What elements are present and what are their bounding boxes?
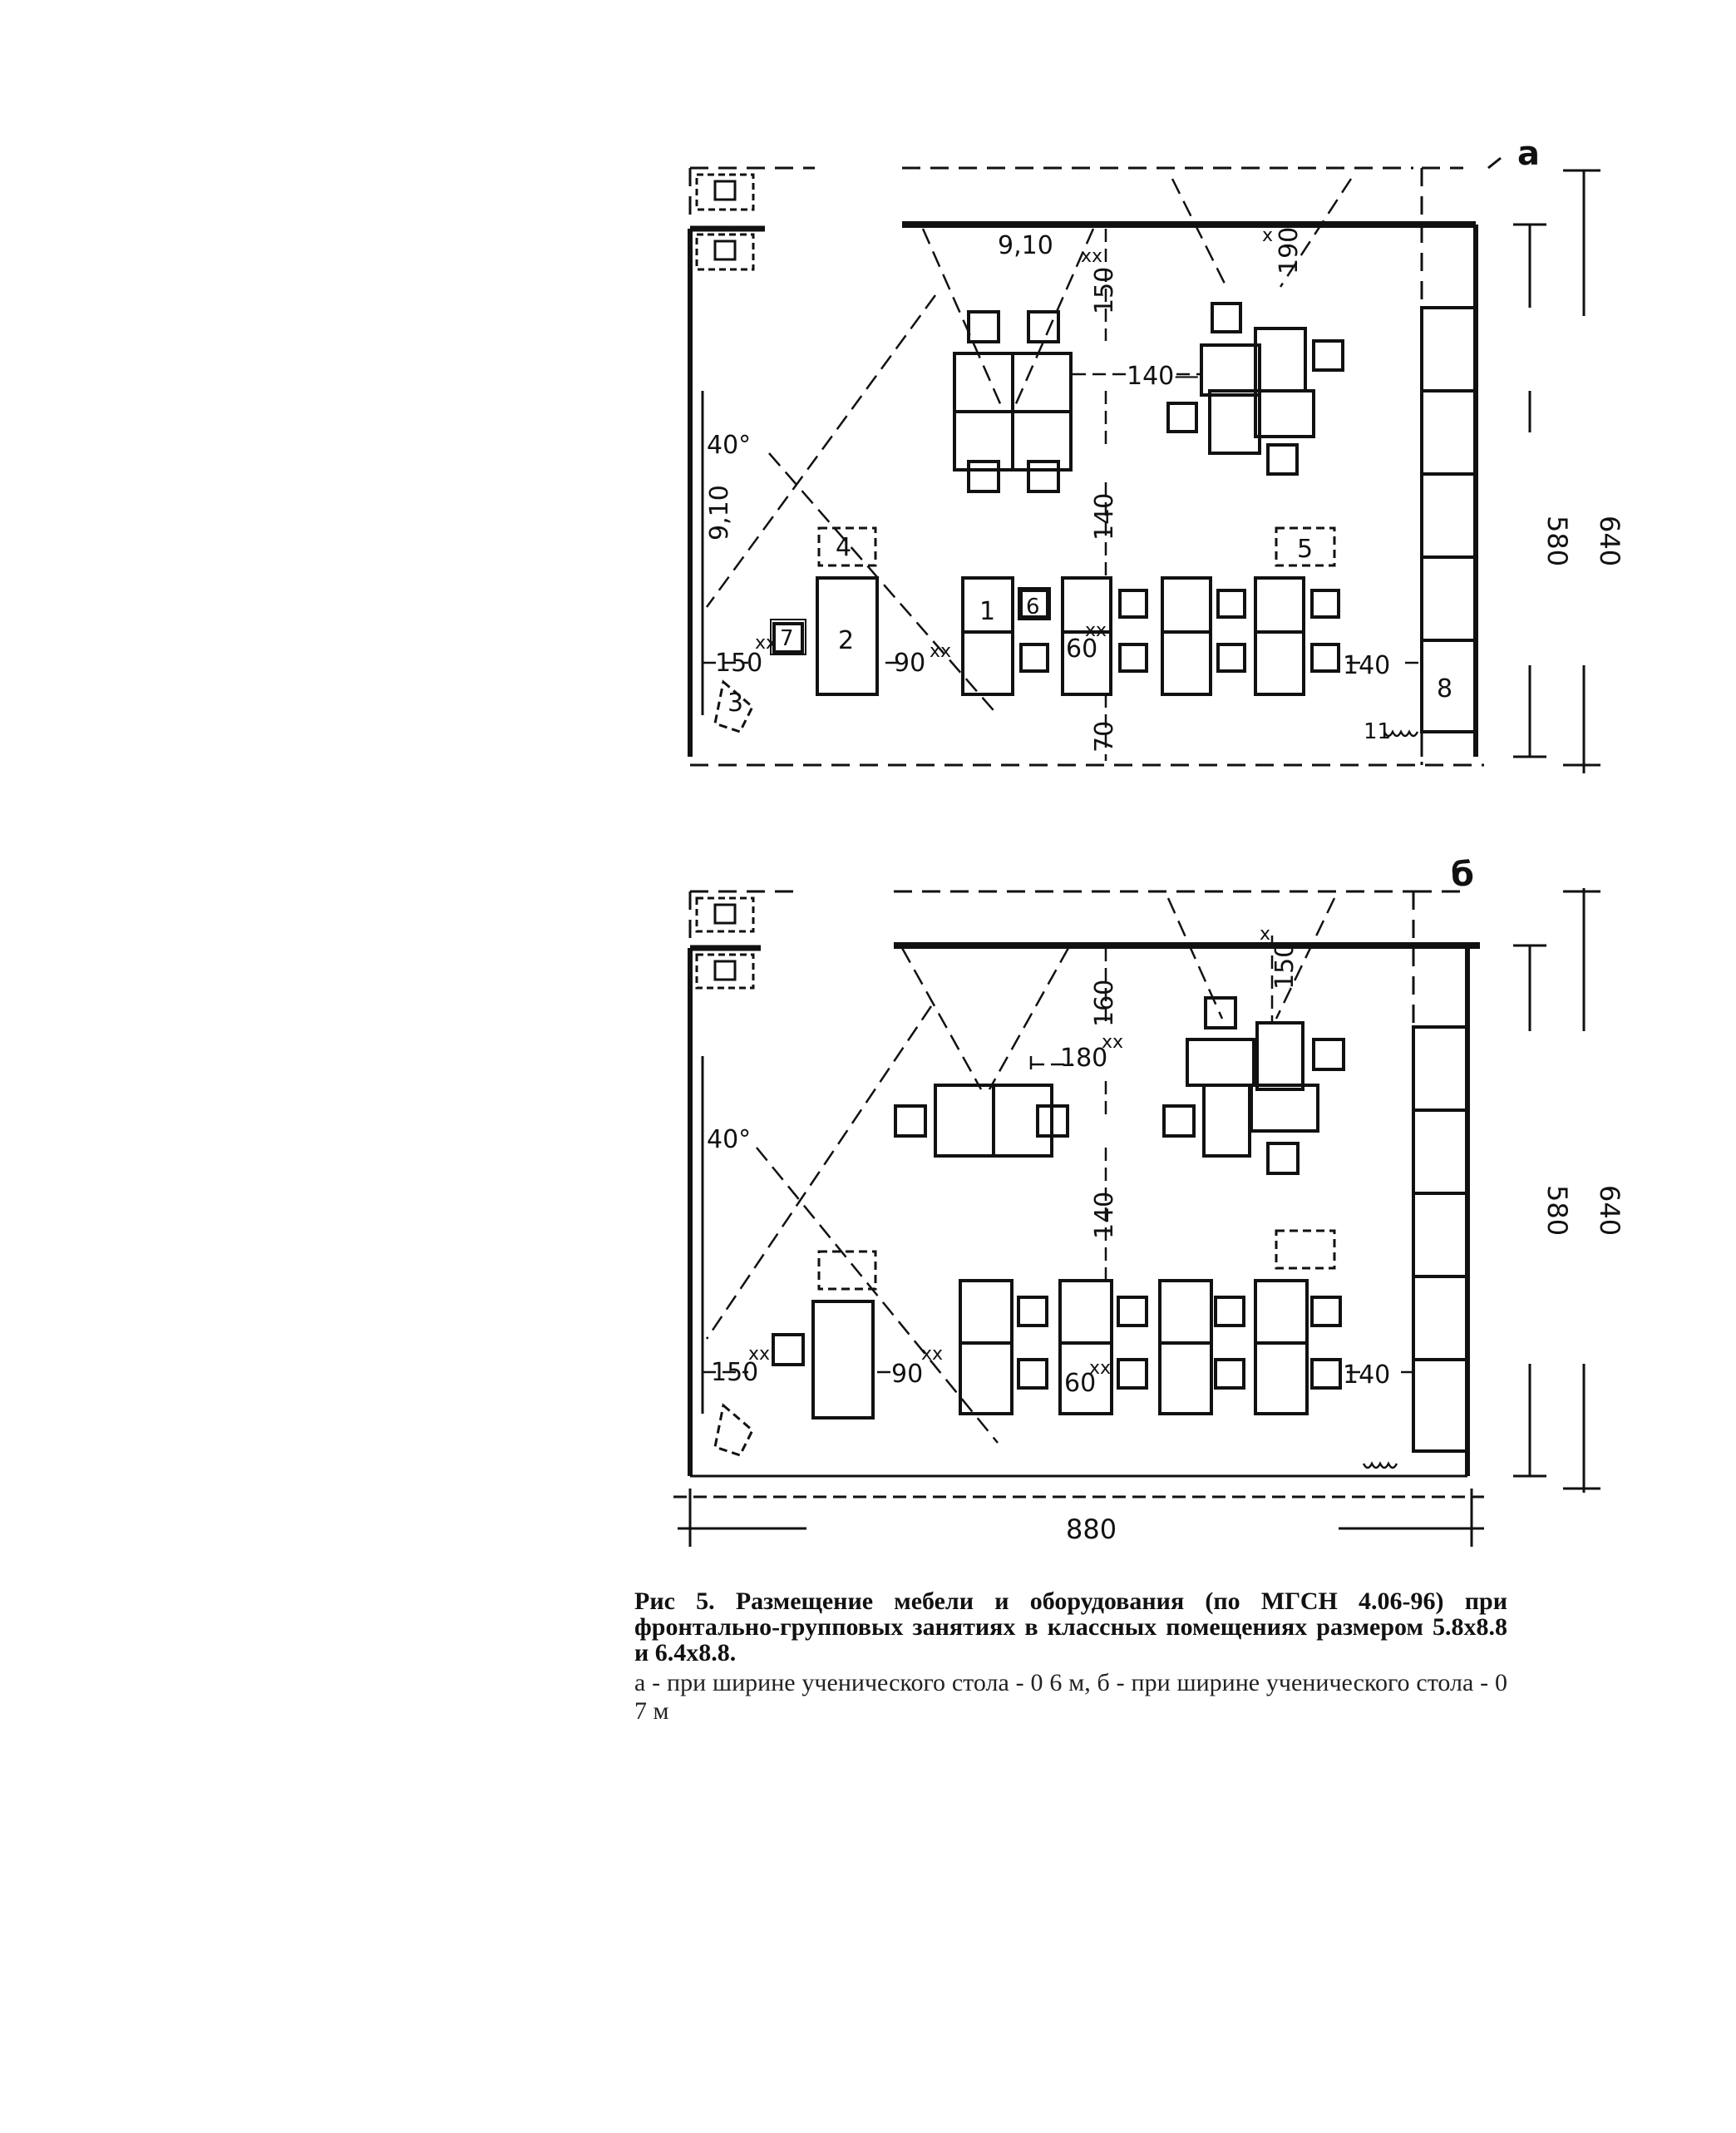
dim-150-b: 150 (1270, 941, 1300, 990)
dim-60-b: 60 (1064, 1369, 1097, 1398)
dim-580-b: 580 (1541, 1185, 1573, 1237)
dim-180-b: 180 (1060, 1044, 1108, 1073)
dim-xx-90: xx (930, 641, 952, 662)
dim-640-a: 640 (1594, 516, 1625, 567)
dim-90: 90 (894, 649, 926, 678)
dim-xx-left: xx (755, 633, 777, 654)
caption-text: а - при ширине ученического стола - 0 6 м, б - при ширине ученического стола - 0 7 м (634, 1669, 1507, 1725)
dim-xx-60: xx (1085, 620, 1107, 641)
dim-40-b: 40° (707, 1125, 752, 1154)
dim-xx-left-b: xx (748, 1344, 771, 1365)
dim-140-right: 140 (1343, 651, 1391, 680)
dim-70: 70 (1090, 720, 1119, 753)
dim-160-b: 160 (1090, 979, 1119, 1027)
marker-1: 1 (979, 597, 996, 626)
dim-xx-60-b: xx (1089, 1358, 1112, 1379)
dim-150-left-b: 150 (711, 1358, 759, 1387)
plan-a-letter: а (1517, 135, 1540, 173)
figure-caption (634, 1588, 1507, 1726)
marker-4: 4 (836, 533, 852, 562)
dim-640-b: 640 (1594, 1185, 1625, 1237)
dim-140-right-b: 140 (1343, 1360, 1391, 1390)
dim-xx-180: xx (1102, 1032, 1124, 1053)
marker-11: 11 (1364, 719, 1392, 744)
plan-b-letter: б (1451, 856, 1474, 894)
dim-x-top: x (1262, 225, 1274, 246)
marker-8: 8 (1437, 674, 1453, 704)
plan-b-labels (707, 856, 1625, 1545)
dim-910-side: 9,10 (705, 485, 734, 541)
dim-910-top: 9,10 (998, 231, 1053, 260)
dim-40-a: 40° (707, 431, 752, 460)
dim-60: 60 (1066, 634, 1098, 664)
marker-7: 7 (780, 626, 794, 651)
plan-b (673, 888, 1600, 1547)
dim-190: 190 (1275, 226, 1304, 274)
plan-a (690, 158, 1600, 773)
dim-x-b: x (1260, 924, 1271, 945)
dim-xx-top: xx (1081, 246, 1103, 267)
dim-150-left: 150 (715, 649, 763, 678)
marker-5: 5 (1297, 535, 1314, 564)
dim-140-vert-b: 140 (1090, 1191, 1119, 1239)
dim-880: 880 (1066, 1513, 1117, 1545)
dim-580-a: 580 (1541, 516, 1573, 567)
marker-2: 2 (838, 626, 855, 655)
marker-6: 6 (1026, 595, 1040, 620)
dim-90-b: 90 (891, 1360, 924, 1389)
dim-xx-90-b: xx (921, 1344, 944, 1365)
caption-title: Рис 5. Размещение мебели и оборудования (по МГСН 4.06-96) при фронтально-групповых занятиях в классных помещениях размером 5.8х8.8 и 6.4х8.8. (634, 1587, 1507, 1666)
marker-3: 3 (727, 689, 744, 718)
dim-140-vert: 140 (1090, 492, 1119, 541)
dim-140-mid: 140— (1127, 362, 1200, 391)
dim-150-top: 150 (1090, 266, 1119, 314)
